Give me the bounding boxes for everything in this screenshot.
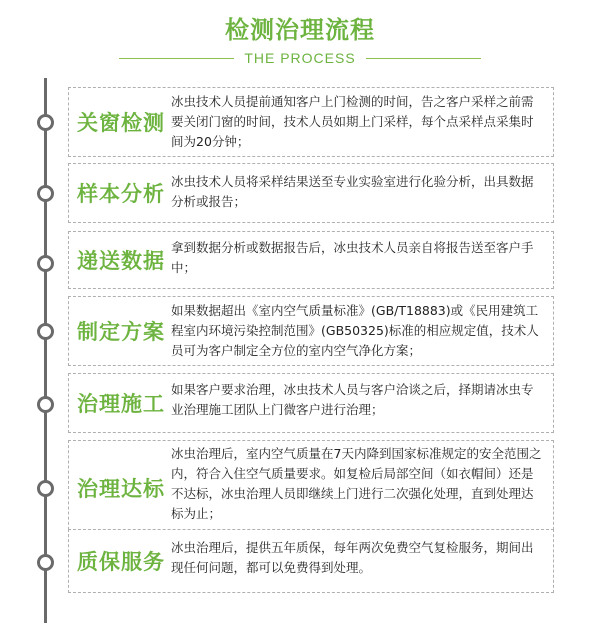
step-label-5: 治理施工	[77, 392, 165, 416]
timeline-node-6-icon	[37, 480, 54, 497]
step-card-7	[68, 529, 554, 593]
step-label-1: 关窗检测	[77, 111, 165, 135]
step-text-1: 冰虫技术人员提前通知客户上门检测的时间，告之客户采样之前需要关闭门窗的时间，技术人员如期上门采样，每个点采样点采集时间为20分钟；	[171, 94, 534, 149]
timeline-node-1-icon	[37, 114, 54, 131]
timeline-node-3-icon	[37, 255, 54, 272]
step-card-4	[68, 296, 554, 366]
step-label-3: 递送数据	[77, 249, 165, 273]
timeline-node-5-icon	[37, 396, 54, 413]
step-card-2	[68, 163, 554, 223]
timeline-node-4-icon	[37, 323, 54, 340]
step-text-6: 冰虫治理后，室内空气质量在7天内降到国家标准规定的安全范围之内，符合入住空气质量要求。如复检后局部空间（如衣帽间）还是不达标，冰虫治理人员即继续上门进行二次强化处理，直到处理达标为止；	[171, 446, 542, 521]
timeline-line	[44, 78, 47, 623]
step-text-2: 冰虫技术人员将采样结果送至专业实验室进行化验分析，出具数据分析或报告；	[171, 174, 534, 209]
header	[0, 0, 600, 80]
step-label-7: 质保服务	[77, 550, 165, 574]
step-card-3	[68, 231, 554, 289]
step-label-2: 样本分析	[77, 182, 165, 206]
step-text-3: 拿到数据分析或数据报告后，冰虫技术人员亲自将报告送至客户手中；	[171, 240, 534, 275]
step-label-6: 治理达标	[77, 476, 165, 501]
step-card-1	[68, 87, 554, 157]
step-text-7: 冰虫治理后，提供五年质保，每年两次免费空气复检服务，期间出现任何问题，都可以免费得到处理。	[171, 540, 534, 575]
subtitle-row	[0, 46, 600, 70]
step-card-6	[68, 440, 554, 535]
step-text-4: 如果数据超出《室内空气质量标准》(GB/T18883)或《民用建筑工程室内环境污染控制范围》(GB50325)标准的相应规定值，技术人员可为客户制定全方位的室内空气净化方案；	[171, 303, 539, 358]
subtitle-left-rule	[119, 58, 234, 59]
subtitle-right-rule	[366, 58, 481, 59]
step-label-4: 制定方案	[77, 320, 165, 344]
step-card-5	[68, 373, 554, 433]
timeline-node-2-icon	[37, 185, 54, 202]
page-title: 检测治理流程	[225, 16, 375, 44]
step-text-5: 如果客户要求治理，冰虫技术人员与客户洽谈之后，择期请冰虫专业治理施工团队上门微客户进行治理；	[171, 382, 534, 417]
page-subtitle: THE PROCESS	[244, 50, 356, 66]
timeline-node-7-icon	[37, 554, 54, 571]
